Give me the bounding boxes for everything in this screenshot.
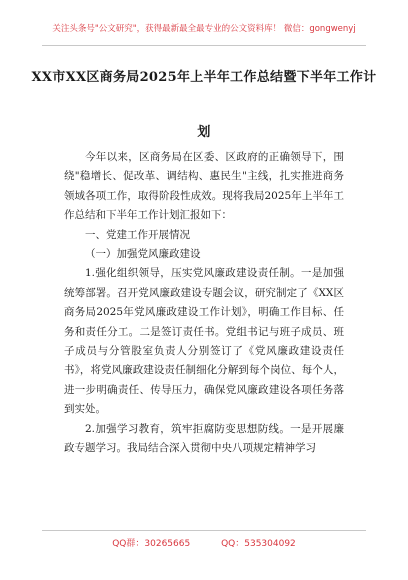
document-title-line-1: XX市XX区商务局2025年上半年工作总结暨下半年工作计 [31, 70, 377, 85]
document-body [64, 148, 344, 459]
footer [0, 536, 408, 549]
footer-qq: QQ：535304092 [221, 539, 296, 549]
section-heading-1: 一、党建工作开展情况 [85, 228, 190, 241]
body-paragraph-1: 1.强化组织领导，压实党风廉政建设责任制。一是加强统筹部署。召开党风廉政建设专题会议，研究制定了《XX区商务局2025年党风廉政建设工作计划》，明确工作目标、任务和责任分工。二是签订责任书。党组书记与班子成员、班子成员与分管股室负责人分别签订了《党风廉政建设责任书》，将党风廉政建设责任制细化分解到每个岗位、每个人，进一步明确责任、传导压力，确保党风廉政建设各项任务落到实处。 [64, 267, 344, 416]
intro-paragraph: 今年以来，区商务局在区委、区政府的正确领导下，围绕"稳增长、促改革、调结构、惠民生"主线，扎实推进商务领域各项工作，取得阶段性成效。现将我局2025年上半年工作总结和下半年工作计划汇报如下： [64, 151, 344, 222]
footer-divider [42, 530, 366, 531]
body-paragraph-2: 2.加强学习教育，筑牢拒腐防变思想防线。一是开展廉政专题学习。我局结合深入贯彻中央八项规定精神学习 [64, 422, 344, 455]
footer-qq-group: QQ群：30265665 [112, 539, 191, 549]
document-title-line-2: 划 [197, 125, 211, 140]
subsection-heading-1: （一）加强党风廉政建设 [85, 248, 201, 261]
header-divider [42, 45, 366, 46]
header-note: 关注头条号"公文研究"，获得最新最全最专业的公文资料库！ 微信：gongwenyj [52, 24, 356, 34]
